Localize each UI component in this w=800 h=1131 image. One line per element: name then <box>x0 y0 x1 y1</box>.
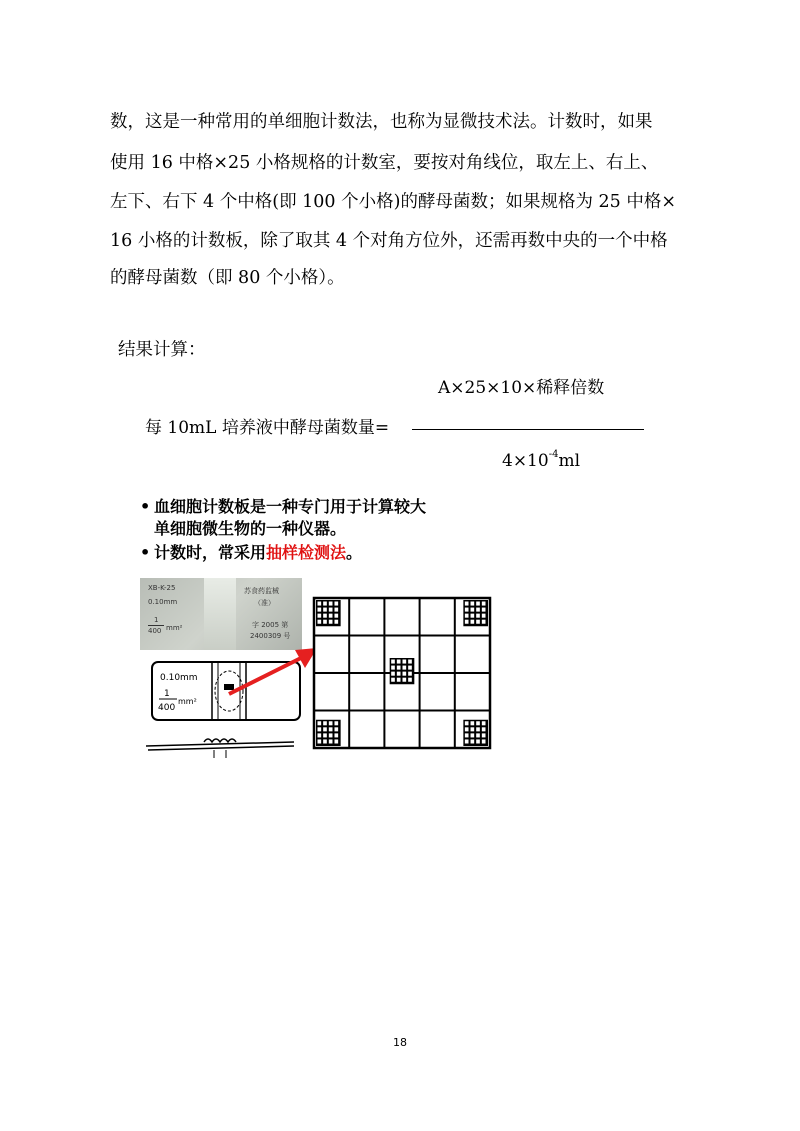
small-square <box>318 602 322 606</box>
small-square <box>465 727 469 731</box>
formula-numerator: A×25×10×稀释倍数 <box>438 378 605 398</box>
small-square <box>471 602 475 606</box>
small-square <box>318 727 322 731</box>
photo-area-unit: mm² <box>166 624 183 632</box>
small-square <box>323 614 327 618</box>
small-square <box>334 739 338 743</box>
small-square <box>323 721 327 725</box>
small-square <box>476 602 480 606</box>
bullet-item <box>140 494 426 517</box>
small-square <box>318 608 322 612</box>
small-square <box>471 739 475 743</box>
small-square <box>329 739 333 743</box>
small-square <box>334 602 338 606</box>
photo-reg1: 字 2005 第 <box>252 621 289 629</box>
bullet-item <box>140 540 362 563</box>
small-square <box>334 733 338 737</box>
bullet-text: 。 <box>346 543 363 562</box>
small-square <box>329 602 333 606</box>
small-square <box>391 660 395 664</box>
small-square <box>465 602 469 606</box>
small-square <box>482 739 486 743</box>
small-square <box>465 739 469 743</box>
small-square <box>471 727 475 731</box>
small-square <box>323 620 327 624</box>
photo-maker: 苏食药监械 <box>244 587 279 595</box>
small-square <box>408 672 412 676</box>
diagram-area-den: 400 <box>158 703 176 713</box>
small-square <box>476 727 480 731</box>
bullet-text: 血细胞计数板是一种专门用于计算较大 <box>154 497 427 516</box>
small-square <box>329 727 333 731</box>
small-square <box>323 733 327 737</box>
small-square <box>465 608 469 612</box>
small-square <box>471 620 475 624</box>
small-square <box>323 602 327 606</box>
small-square <box>476 739 480 743</box>
small-square <box>408 660 412 664</box>
denominator-unit: ml <box>558 451 581 471</box>
paragraph-line: 数，这是一种常用的单细胞计数法，也称为显微技术法。计数时，如果 <box>110 112 653 132</box>
small-square <box>465 733 469 737</box>
paragraph-line: 使用 16 中格×25 小格规格的计数室，要按对角线位，取左上、右上、 <box>110 153 659 173</box>
counting-grid-diagram <box>306 594 496 754</box>
small-square <box>482 721 486 725</box>
bullet-dot: • <box>140 543 151 562</box>
photo-maker2: （准） <box>254 599 275 607</box>
small-square <box>397 660 401 664</box>
diagram-area-unit: mm² <box>178 697 197 706</box>
small-square <box>482 614 486 618</box>
small-square <box>334 608 338 612</box>
small-square <box>482 608 486 612</box>
small-square <box>329 608 333 612</box>
small-square <box>403 672 407 676</box>
small-square <box>334 614 338 618</box>
small-square <box>397 666 401 670</box>
photo-fraction-line <box>148 625 164 626</box>
bullet-text: 计数时，常采用 <box>154 543 267 562</box>
denominator-exponent: -4 <box>548 449 559 461</box>
photo-model: XB-K-25 <box>148 584 176 592</box>
fraction-line <box>412 429 644 430</box>
paragraph-line: 的酵母菌数（即 80 个小格）。 <box>110 268 345 288</box>
small-square <box>476 620 480 624</box>
bullet-continuation: 单细胞微生物的一种仪器。 <box>154 519 347 538</box>
small-square <box>476 721 480 725</box>
small-square <box>482 602 486 606</box>
small-square <box>329 614 333 618</box>
small-square <box>476 733 480 737</box>
small-square <box>482 733 486 737</box>
small-square <box>391 678 395 682</box>
small-square <box>465 620 469 624</box>
small-square <box>403 678 407 682</box>
small-square <box>329 733 333 737</box>
small-square <box>476 608 480 612</box>
small-square <box>397 672 401 676</box>
diagram-depth: 0.10mm <box>160 673 198 683</box>
paragraph-line: 16 小格的计数板，除了取其 4 个对角方位外，还需再数中央的一个中格 <box>110 231 668 251</box>
small-square <box>476 614 480 618</box>
small-square <box>334 721 338 725</box>
small-square <box>482 727 486 731</box>
formula-denominator <box>502 451 580 471</box>
small-square <box>471 721 475 725</box>
photo-area-den: 400 <box>148 627 162 635</box>
small-square <box>471 733 475 737</box>
small-square <box>323 727 327 731</box>
denominator-base: 4×10 <box>502 451 549 471</box>
small-square <box>329 721 333 725</box>
formula-lhs: 每 10mL 培养液中酵母菌数量= <box>145 418 390 438</box>
small-square <box>408 666 412 670</box>
small-square <box>403 666 407 670</box>
small-square <box>471 614 475 618</box>
paragraph-line: 左下、右下 4 个中格(即 100 个小格)的酵母菌数；如果规格为 25 中格× <box>110 192 676 212</box>
page-number: 18 <box>393 1036 407 1049</box>
small-square <box>465 721 469 725</box>
photo-area-num: 1 <box>154 616 159 624</box>
small-square <box>323 608 327 612</box>
small-square <box>318 620 322 624</box>
diagram-area-num: 1 <box>164 689 170 699</box>
small-square <box>318 739 322 743</box>
small-square <box>334 620 338 624</box>
small-square <box>334 727 338 731</box>
small-square <box>318 733 322 737</box>
highlight-text: 抽样检测法 <box>266 543 347 562</box>
small-square <box>318 721 322 725</box>
result-label: 结果计算： <box>118 340 206 360</box>
small-square <box>318 614 322 618</box>
small-square <box>391 666 395 670</box>
small-square <box>391 672 395 676</box>
bullet-dot: • <box>140 497 151 516</box>
small-square <box>323 739 327 743</box>
photo-reg2: 2400309 号 <box>250 632 291 640</box>
small-square <box>408 678 412 682</box>
photo-depth: 0.10mm <box>148 598 178 606</box>
small-square <box>397 678 401 682</box>
small-square <box>471 608 475 612</box>
small-square <box>465 614 469 618</box>
small-square <box>482 620 486 624</box>
small-square <box>403 660 407 664</box>
small-square <box>329 620 333 624</box>
